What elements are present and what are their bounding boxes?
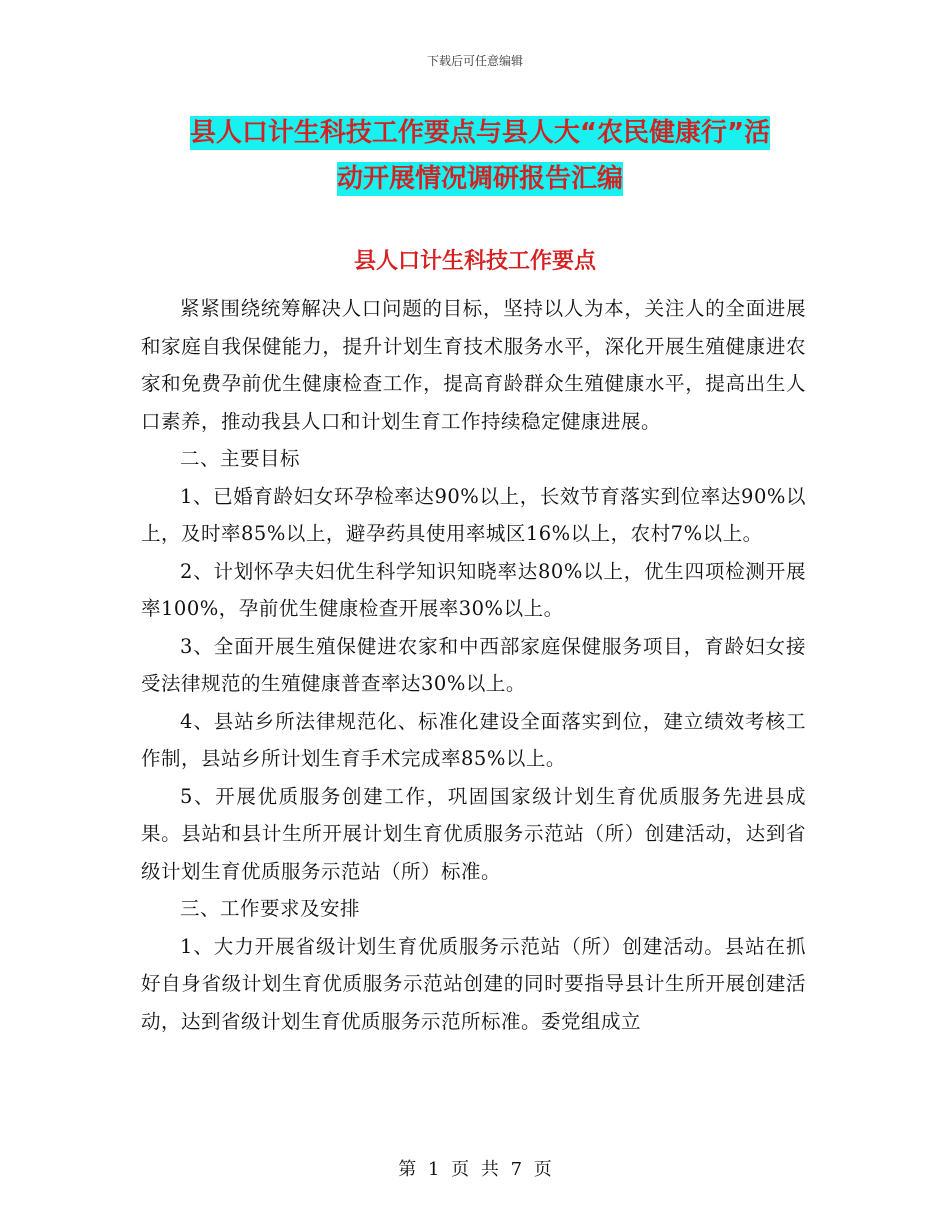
- document-title-line-2: 动开展情况调研报告汇编: [336, 164, 623, 194]
- document-body: [141, 290, 806, 1040]
- paragraph-requirement-1: 1、大力开展省级计划生育优质服务示范站（所）创建活动。县站在抓好自身省级计划生育优质服务示范站创建的同时要指导县计生所开展创建活动，达到省级计划生育优质服务示范所标准。委党组成立: [141, 934, 806, 1033]
- heading-requirements: 三、工作要求及安排: [180, 897, 361, 920]
- paragraph-goal-4: 4、县站乡所法律规范化、标准化建设全面落实到位，建立绩效考核工作制，县站乡所计划生育手术完成率85%以上。: [141, 709, 806, 770]
- paragraph-goal-3: 3、全面开展生殖保健进农家和中西部家庭保健服务项目，育龄妇女接受法律规范的生殖健康普查率达30%以上。: [141, 634, 806, 695]
- page-number: 第 1 页 共 7 页: [398, 1159, 552, 1180]
- document-title-line-1: 县人口计生科技工作要点与县人大“农民健康行”活: [189, 118, 771, 148]
- heading-main-goals: 二、主要目标: [180, 447, 301, 470]
- paragraph-intro: 紧紧围绕统筹解决人口问题的目标，坚持以人为本，关注人的全面进展和家庭自我保健能力，提升计划生育技术服务水平，深化开展生殖健康进农家和免费孕前优生健康检查工作，提高育龄群众生殖健康水平，提高出生人口素养，推动我县人口和计划生育工作持续稳定健康进展。: [141, 297, 806, 433]
- paragraph-goal-2: 2、计划怀孕夫妇优生科学知识知晓率达80%以上，优生四项检测开展率100%，孕前优生健康检查开展率30%以上。: [141, 559, 806, 620]
- document-title: [140, 110, 820, 202]
- paragraph-goal-1: 1、已婚育龄妇女环孕检率达90%以上，长效节育落实到位率达90%以上，及时率85%以上，避孕药具使用率城区16%以上，农村7%以上。: [141, 484, 806, 545]
- section-title: 县人口计生科技工作要点: [353, 249, 596, 274]
- paragraph-goal-5: 5、开展优质服务创建工作，巩固国家级计划生育优质服务先进县成果。县站和县计生所开展计划生育优质服务示范站（所）创建活动，达到省级计划生育优质服务示范站（所）标准。: [141, 784, 806, 883]
- page-header: 下载后可任意编辑: [426, 54, 523, 68]
